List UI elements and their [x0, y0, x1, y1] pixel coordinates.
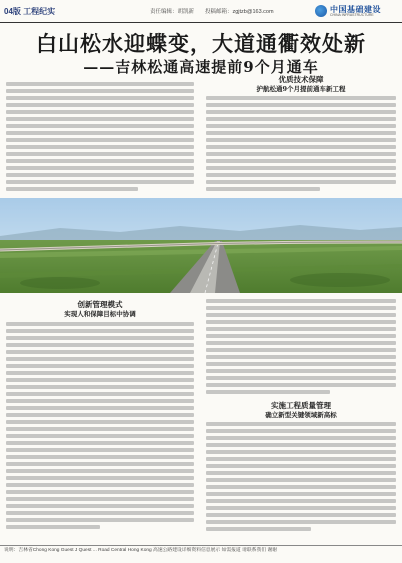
editor-credit: 责任编辑：胡凯新	[150, 9, 195, 15]
footer-caption: 说明：吉林省Chong Kong Guest J Quest ... Road Central Hong Kong 高速公路建设详细资料信息展示 如需报道 请联系我们 谢谢	[0, 545, 402, 563]
section-subtitle-quality-mgmt: 确立新型关键领域新高标	[265, 411, 337, 419]
main-headline: 白山松水迎蝶变，大道通衢效处新	[36, 31, 366, 56]
logo-icon	[315, 5, 327, 17]
page-header	[0, 0, 402, 23]
sub-headline: ——吉林松通高速提前9个月通车	[83, 58, 319, 76]
section-subtitle-quality-tech: 护航松通9个月提前通车新工程	[256, 85, 346, 93]
highway-aerial-photo	[0, 198, 402, 293]
highway-photo-graphic	[0, 198, 402, 293]
section-title-management: 创新管理模式	[77, 300, 123, 309]
logo-title: 中国基础建设	[330, 5, 381, 14]
article-body-left-bottom	[6, 322, 194, 532]
article-body-right-bottom	[206, 422, 396, 534]
article-body-right-top	[206, 96, 396, 194]
newspaper-logo	[315, 3, 397, 19]
section-title-quality-tech: 优质技术保障	[278, 75, 324, 84]
article-body-left-top	[6, 82, 194, 194]
logo-subtitle: CHINA INFRASTRUCTURE	[330, 13, 374, 17]
section-subtitle-management: 实现人和保障目标中协调	[64, 310, 136, 318]
submission-email: 投稿邮箱：zgjtzb@163.com	[205, 9, 274, 15]
section-title-quality-mgmt: 实施工程质量管理	[271, 401, 331, 410]
article-body-right-mid	[206, 299, 396, 397]
page-number: 04版 工程纪实	[4, 7, 56, 16]
